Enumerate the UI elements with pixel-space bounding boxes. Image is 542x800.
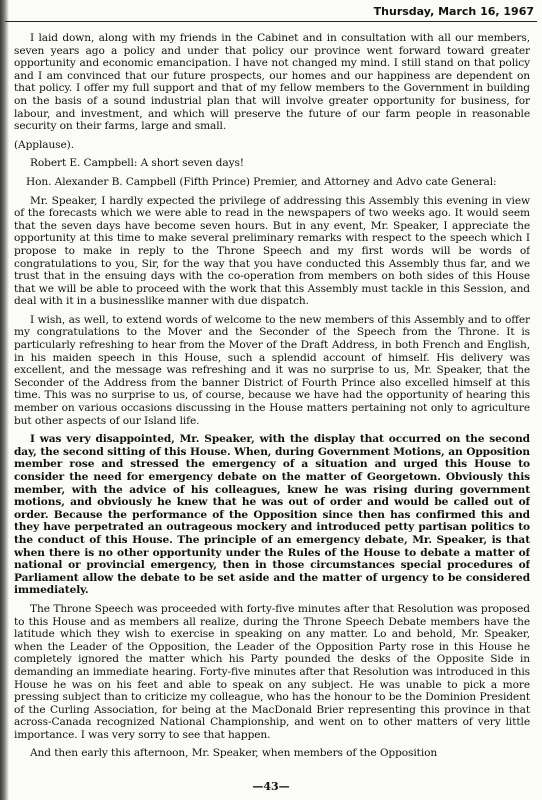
paragraph-applause: (Applause). <box>14 138 74 151</box>
paragraph-opening-remarks: Mr. Speaker, I hardly expected the privilege of addressing this Assembly this evening in view of the forecasts which we were able to read in the newspapers of two weeks ago. It would seem that the seven days have become seven hours. But in any event, Mr. Speaker, I appreciate the opportunity at this time to make several preliminary remarks with respect to the speech which I propose to make in reply to the Throne Speech and my first words will be words of congratulations to you, Sir, for the way that you have conducted this Assembly thus far, and we trust that in the ensuing days with the co-operation from members on both sides of this House that we will be able to proceed with the work that this Assembly must tackle in this Session, and deal with it in a businesslike manner with due dispatch. <box>14 194 530 308</box>
paragraph-policy: I laid down, along with my friends in the Cabinet and in consultation with all our members, seven years ago a policy and under that policy our province went forward toward greater opportunity and economic emancipation. I have not changed my mind. I still stand on that policy and I am convinced that our future prospects, our homes and our happiness are dependent on that policy. I offer my full support and that of my fellow members to the Government in building on the basis of a sound industrial plan that will involve greater opportunity for business, for labour, and investment, and which will preserve the future of our farm people in reasonable security on their farms, large and small. <box>14 32 530 133</box>
binding-shadow <box>0 0 9 800</box>
header-rule <box>5 21 537 22</box>
paragraph-disappointment: I was very disappointed, Mr. Speaker, with the display that occurred on the second day, the second sitting of this House. When, during Government Motions, an Opposition member rose and stressed the emergency of a situation and urged this House to consider the need for emergency debate on the matter of Georgetown. Obviously this member, with the advice of his colleagues, knew he was rising during government motions, and obviously he knew that he was out of order and would be called out of order. Because the performance of the Opposition since then has confirmed this and they have perpetrated an outrageous mockery and introduced petty partisan politics to the conduct of this House. The principle of an emergency debate, Mr. Speaker, is that when there is no other opportunity under the Rules of the House to debate a matter of national or provincial emergency, then in those circumstances special procedures of Parliament allow the debate to be set aside and the matter of urgency to be considered immediately. <box>14 433 530 597</box>
paragraph-speaker-attribution: Hon. Alexander B. Campbell (Fifth Prince) Premier, and Attorney and Advo cate General: <box>26 175 497 188</box>
page-header-date: Thursday, March 16, 1967 <box>373 5 534 18</box>
page-number: —43— <box>252 780 290 793</box>
paragraph-interjection: Robert E. Campbell: A short seven days! <box>30 157 244 170</box>
paragraph-welcome: I wish, as well, to extend words of welcome to the new members of this Assembly and to offer my congratulations to the Mover and the Seconder of the Speech from the Throne. It is particularly refreshing to hear from the Mover of the Draft Address, in both French and English, in his maiden speech in this House, such a splendid account of himself. His delivery was excellent, and the message was refreshing and it was no surprise to us, Mr. Speaker, that the Seconder of the Address from the banner District of Fourth Prince also excelled himself at this time. This was no surprise to us, of course, because we have had the opportunity of hearing this member on various occasions discussing in the House matters pertaining not only to agriculture but other aspects of our Island life. <box>14 313 530 427</box>
paragraph-throne-speech: The Throne Speech was proceeded with forty-five minutes after that Resolution was proposed to this House and as members all realize, during the Throne Speech Debate members have the latitude which they wish to exercise in speaking on any matter. Lo and behold, Mr. Speaker, when the Leader of the Opposition, the Leader of the Opposition Party rose in this House he completely ignored the matter which his Party pounded the desks of the Opposite Side in demanding an immediate hearing. Forty-five minutes after that Resolution was introduced in this House he was on his feet and able to speak on any subject. He was unable to pick a more pressing subject than to criticize my colleague, who has the honour to be the Dominion President of the Curling Association, for being at the MacDonald Brier representing this province in that across-Canada recognized National Championship, and went on to other matters of very little importance. I was very sorry to see that happen. <box>14 602 530 741</box>
paragraph-afternoon: And then early this afternoon, Mr. Speaker, when members of the Opposition <box>30 747 438 760</box>
document-body <box>14 32 530 776</box>
